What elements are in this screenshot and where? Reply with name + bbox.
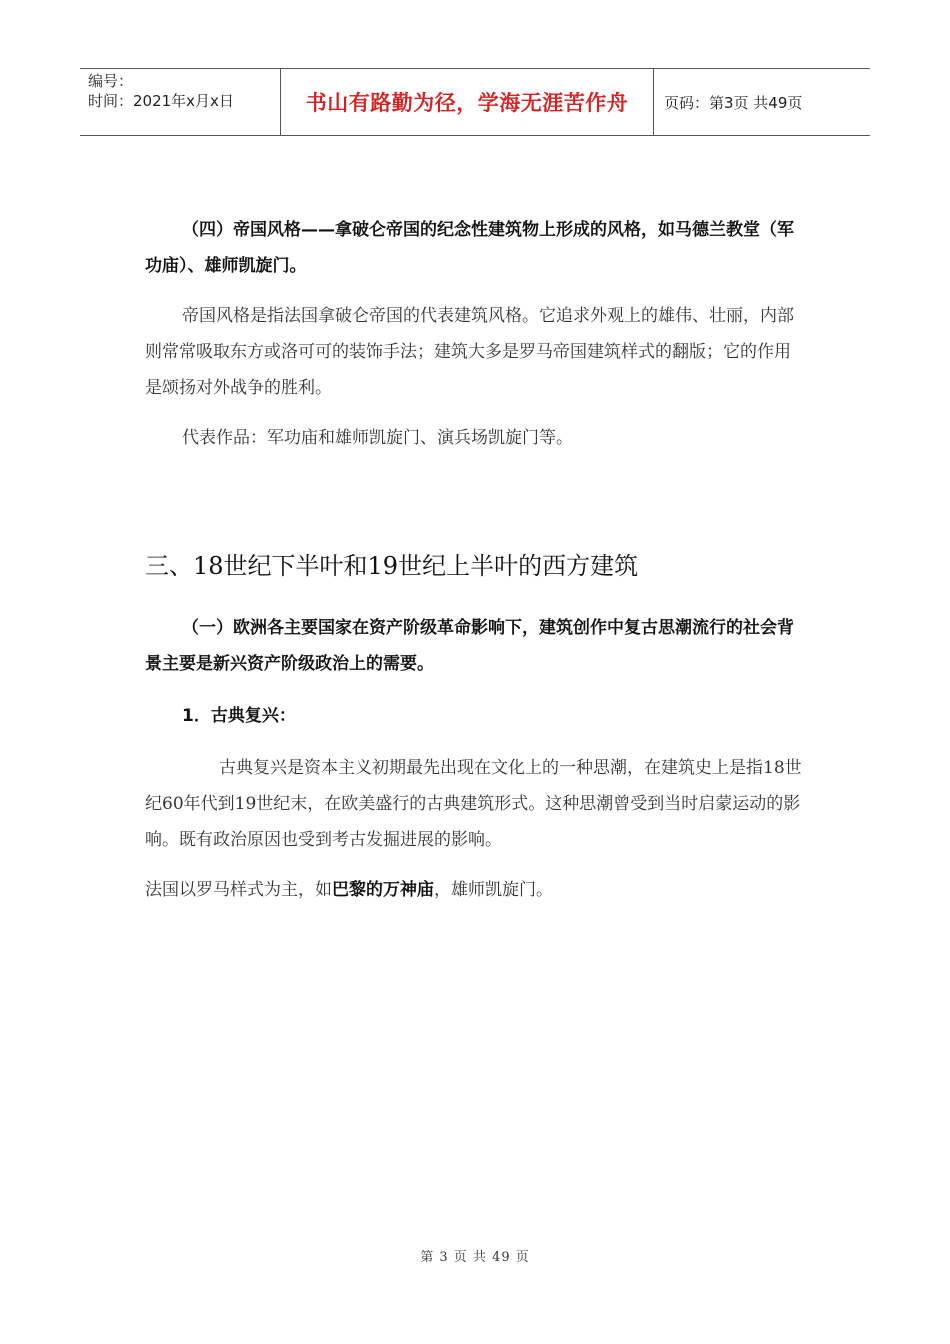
header-meta bbox=[80, 69, 281, 135]
empire-style-heading: （四）帝国风格——拿破仑帝国的纪念性建筑物上形成的风格，如马德兰教堂（军功庙）、雄师凯旋门。 bbox=[145, 220, 794, 276]
empire-style-works: 代表作品：军功庙和雄师凯旋门、演兵场凯旋门等。 bbox=[182, 428, 573, 448]
pantheon-paris: 巴黎的万神庙 bbox=[332, 880, 434, 900]
section-three-title: 三、18世纪下半叶和19世纪上半叶的西方建筑 bbox=[145, 552, 639, 580]
page-footer: 第 3 页 共 49 页 bbox=[420, 1250, 530, 1265]
section-three-subheading: （一）欧洲各主要国家在资产阶级革命影响下，建筑创作中复古思潮流行的社会背景主要是新兴资产阶级政治上的需要。 bbox=[145, 618, 794, 674]
number-label: 编号： bbox=[88, 72, 134, 90]
header-motto: 书山有路勤为径，学海无涯苦作舟 bbox=[281, 69, 654, 135]
header-page-info: 页码：第3页 共49页 bbox=[664, 93, 803, 112]
empire-style-body: 帝国风格是指法国拿破仑帝国的代表建筑风格。它追求外观上的雄伟、壮丽，内部则常常吸取东方或洛可可的装饰手法；建筑大多是罗马帝国建筑样式的翻版；它的作用是颂扬对外战争的胜利。 bbox=[145, 306, 794, 398]
date-label: 时间：2021年x月x日 bbox=[88, 92, 234, 110]
document-body bbox=[145, 212, 805, 908]
page-header bbox=[80, 68, 870, 136]
france-prefix: 法国以罗马样式为主，如 bbox=[145, 880, 332, 900]
france-suffix: ，雄师凯旋门。 bbox=[434, 880, 553, 900]
france-example bbox=[145, 872, 805, 908]
classical-revival-body: 古典复兴是资本主义初期最先出现在文化上的一种思潮，在建筑史上是指18世纪60年代到19世纪末，在欧美盛行的古典建筑形式。这种思潮曾受到当时启蒙运动的影响。既有政治原因也受到考古发掘进展的影响。 bbox=[145, 758, 802, 850]
classical-revival-heading: 1．古典复兴： bbox=[182, 706, 296, 726]
